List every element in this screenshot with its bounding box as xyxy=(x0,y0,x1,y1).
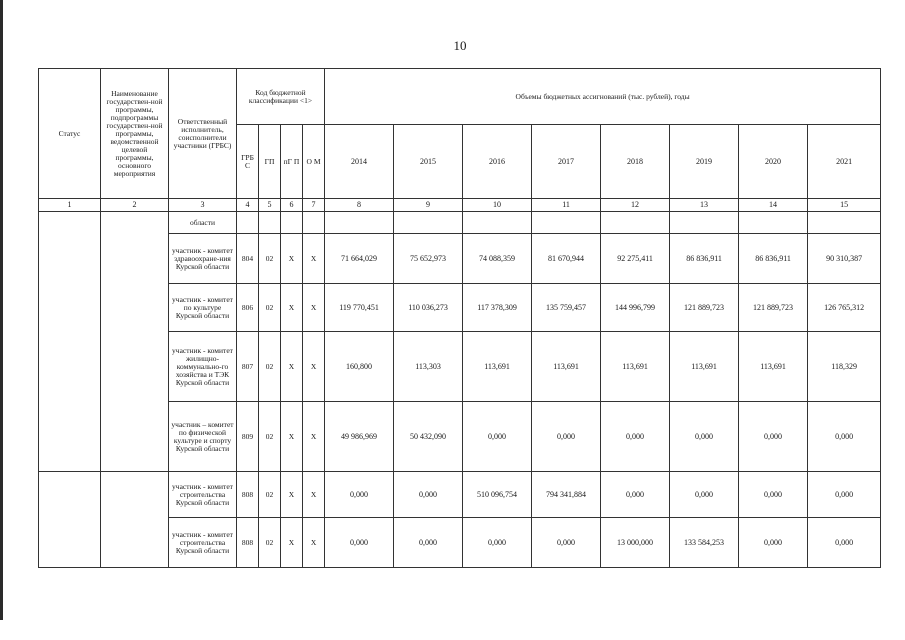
value-cell: 0,000 xyxy=(394,518,463,568)
header-program-name: Наименование государствен-ной программы, подпрограммы государствен-ной программы, ведомственной целевой программы, основного мероприятия xyxy=(101,69,169,199)
column-index: 7 xyxy=(303,199,325,212)
value-cell: 0,000 xyxy=(808,472,881,518)
program-cell xyxy=(101,212,169,472)
header-year: 2017 xyxy=(532,125,601,199)
value-cell: 160,800 xyxy=(325,332,394,402)
pgp-cell: X xyxy=(281,284,303,332)
pgp-cell: X xyxy=(281,332,303,402)
header-executor: Ответственный исполнитель, соисполнители участники (ГРБС) xyxy=(169,69,237,199)
header-year: 2018 xyxy=(601,125,670,199)
table-row xyxy=(39,472,881,518)
value-cell xyxy=(463,212,532,234)
header-year: 2019 xyxy=(670,125,739,199)
value-cell: 133 584,253 xyxy=(670,518,739,568)
header-volumes: Объемы бюджетных ассигнований (тыс. рублей), годы xyxy=(325,69,881,125)
value-cell xyxy=(739,212,808,234)
value-cell: 0,000 xyxy=(532,518,601,568)
page-number: 10 xyxy=(453,38,467,53)
column-index: 15 xyxy=(808,199,881,212)
gp-cell: 02 xyxy=(259,402,281,472)
header-grbs: ГРБ С xyxy=(237,125,259,199)
value-cell: 0,000 xyxy=(325,518,394,568)
column-index: 1 xyxy=(39,199,101,212)
executor-cell: участник - комитет по культуре Курской области xyxy=(169,284,237,332)
value-cell: 0,000 xyxy=(463,518,532,568)
grbs-cell: 807 xyxy=(237,332,259,402)
value-cell: 113,691 xyxy=(670,332,739,402)
value-cell xyxy=(394,212,463,234)
value-cell: 113,691 xyxy=(463,332,532,402)
header-year: 2020 xyxy=(739,125,808,199)
value-cell: 113,691 xyxy=(532,332,601,402)
page-left-border xyxy=(0,0,3,620)
pgp-cell: X xyxy=(281,518,303,568)
om-cell: X xyxy=(303,332,325,402)
value-cell: 110 036,273 xyxy=(394,284,463,332)
gp-cell: 02 xyxy=(259,284,281,332)
status-cell xyxy=(39,472,101,568)
value-cell: 0,000 xyxy=(532,402,601,472)
value-cell: 75 652,973 xyxy=(394,234,463,284)
budget-allocation-table xyxy=(38,68,881,568)
value-cell: 119 770,451 xyxy=(325,284,394,332)
value-cell: 0,000 xyxy=(739,402,808,472)
gp-cell: 02 xyxy=(259,234,281,284)
value-cell: 0,000 xyxy=(808,518,881,568)
value-cell: 135 759,457 xyxy=(532,284,601,332)
grbs-cell: 804 xyxy=(237,234,259,284)
header-row-1 xyxy=(39,69,881,125)
header-year: 2016 xyxy=(463,125,532,199)
value-cell: 121 889,723 xyxy=(739,284,808,332)
header-gp: ГП xyxy=(259,125,281,199)
value-cell xyxy=(670,212,739,234)
value-cell: 121 889,723 xyxy=(670,284,739,332)
value-cell: 90 310,387 xyxy=(808,234,881,284)
value-cell: 50 432,090 xyxy=(394,402,463,472)
header-status: Статус xyxy=(39,69,101,199)
value-cell: 74 088,359 xyxy=(463,234,532,284)
value-cell xyxy=(325,212,394,234)
gp-cell: 02 xyxy=(259,472,281,518)
pgp-cell xyxy=(281,212,303,234)
value-cell: 113,691 xyxy=(739,332,808,402)
column-index: 11 xyxy=(532,199,601,212)
value-cell: 126 765,312 xyxy=(808,284,881,332)
value-cell: 71 664,029 xyxy=(325,234,394,284)
pgp-cell: X xyxy=(281,472,303,518)
value-cell: 0,000 xyxy=(808,402,881,472)
value-cell: 0,000 xyxy=(601,472,670,518)
table-row xyxy=(39,212,881,234)
executor-cell: участник - комитет строительства Курской области xyxy=(169,472,237,518)
om-cell: X xyxy=(303,472,325,518)
grbs-cell: 806 xyxy=(237,284,259,332)
column-index: 8 xyxy=(325,199,394,212)
value-cell: 794 341,884 xyxy=(532,472,601,518)
executor-cell: участник - комитет здравоохране-ния Курской области xyxy=(169,234,237,284)
value-cell: 0,000 xyxy=(325,472,394,518)
gp-cell xyxy=(259,212,281,234)
value-cell: 0,000 xyxy=(463,402,532,472)
value-cell: 118,329 xyxy=(808,332,881,402)
column-index: 2 xyxy=(101,199,169,212)
pgp-cell: X xyxy=(281,234,303,284)
header-year: 2021 xyxy=(808,125,881,199)
value-cell: 510 096,754 xyxy=(463,472,532,518)
om-cell: X xyxy=(303,402,325,472)
value-cell xyxy=(808,212,881,234)
om-cell: X xyxy=(303,284,325,332)
value-cell: 0,000 xyxy=(394,472,463,518)
value-cell xyxy=(532,212,601,234)
header-om: О М xyxy=(303,125,325,199)
program-cell xyxy=(101,472,169,568)
column-index: 4 xyxy=(237,199,259,212)
executor-cell: участник - комитет строительства Курской области xyxy=(169,518,237,568)
column-index: 10 xyxy=(463,199,532,212)
value-cell: 0,000 xyxy=(601,402,670,472)
grbs-cell: 809 xyxy=(237,402,259,472)
value-cell: 13 000,000 xyxy=(601,518,670,568)
grbs-cell: 808 xyxy=(237,518,259,568)
value-cell xyxy=(601,212,670,234)
value-cell: 0,000 xyxy=(739,472,808,518)
pgp-cell: X xyxy=(281,402,303,472)
column-index: 9 xyxy=(394,199,463,212)
column-index: 5 xyxy=(259,199,281,212)
om-cell: X xyxy=(303,518,325,568)
gp-cell: 02 xyxy=(259,518,281,568)
column-index: 3 xyxy=(169,199,237,212)
gp-cell: 02 xyxy=(259,332,281,402)
column-index: 12 xyxy=(601,199,670,212)
executor-cell: области xyxy=(169,212,237,234)
value-cell: 86 836,911 xyxy=(670,234,739,284)
value-cell: 0,000 xyxy=(739,518,808,568)
value-cell: 117 378,309 xyxy=(463,284,532,332)
value-cell: 86 836,911 xyxy=(739,234,808,284)
value-cell: 92 275,411 xyxy=(601,234,670,284)
column-index: 13 xyxy=(670,199,739,212)
value-cell: 113,303 xyxy=(394,332,463,402)
column-index-row xyxy=(39,199,881,212)
value-cell: 0,000 xyxy=(670,402,739,472)
value-cell: 0,000 xyxy=(670,472,739,518)
value-cell: 49 986,969 xyxy=(325,402,394,472)
value-cell: 81 670,944 xyxy=(532,234,601,284)
column-index: 6 xyxy=(281,199,303,212)
om-cell xyxy=(303,212,325,234)
header-year: 2014 xyxy=(325,125,394,199)
column-index: 14 xyxy=(739,199,808,212)
executor-cell: участник - комитет жилищно-коммунально-го хозяйства и ТЭК Курской области xyxy=(169,332,237,402)
om-cell: X xyxy=(303,234,325,284)
executor-cell: участник – комитет по физической культуре и спорту Курской области xyxy=(169,402,237,472)
header-year: 2015 xyxy=(394,125,463,199)
status-cell xyxy=(39,212,101,472)
header-budget-code: Код бюджетной классификации <1> xyxy=(237,69,325,125)
grbs-cell xyxy=(237,212,259,234)
header-pgp: пГ П xyxy=(281,125,303,199)
value-cell: 113,691 xyxy=(601,332,670,402)
value-cell: 144 996,799 xyxy=(601,284,670,332)
grbs-cell: 808 xyxy=(237,472,259,518)
